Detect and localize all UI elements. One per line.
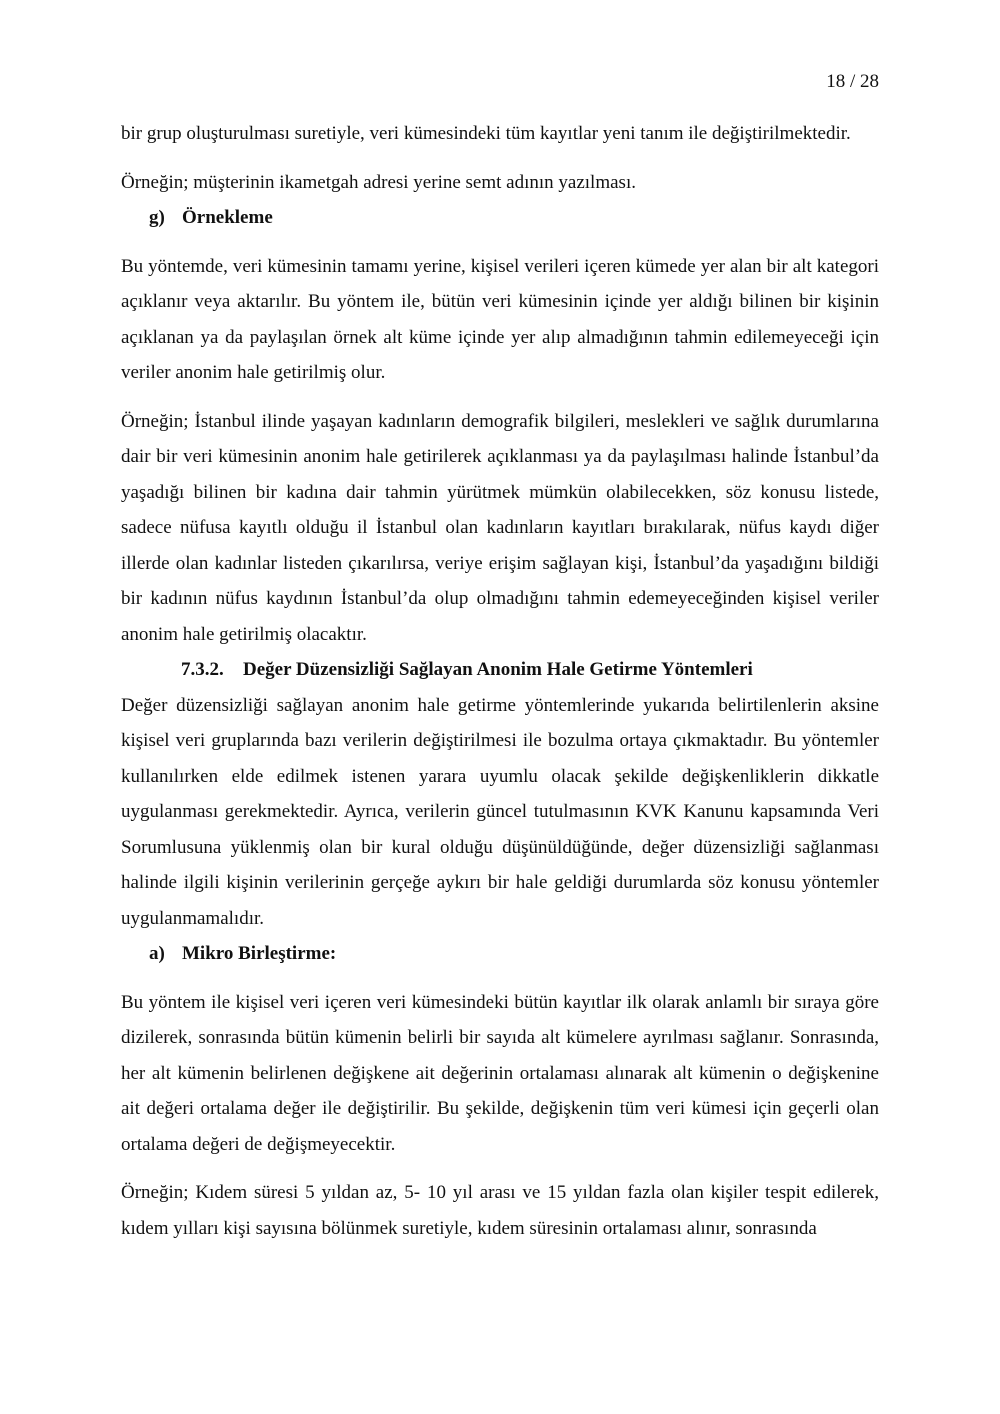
section-heading-label: a) bbox=[149, 943, 165, 964]
paragraph-sampling-description: Bu yöntemde, veri kümesinin tamamı yerine, kişisel verileri içeren kümede yer alan bir alt kategori açıklanır veya aktarılır. Bu yöntem ile, bütün veri kümesinin içinde yer aldığı bilinen bir kişinin açıklanan ya da paylaşılan örnek alt küme içinde yer alıp almadığının tahmin edilemeyeceği için veriler anonim hale getirilmiş olur. bbox=[121, 255, 879, 383]
page-number: 18 / 28 bbox=[826, 71, 879, 92]
paragraph-micro-aggregation-example: Örneğin; Kıdem süresi 5 yıldan az, 5- 10 yıl arası ve 15 yıldan fazla olan kişiler tespit edilerek, kıdem yılları kişi sayısına bölünmek suretiyle, kıdem süresinin ortalaması alınır, sonrasında bbox=[121, 1182, 879, 1239]
section-heading-title: Mikro Birleştirme: bbox=[182, 943, 337, 964]
paragraph-sampling-example: Örneğin; İstanbul ilinde yaşayan kadınların demografik bilgileri, meslekleri ve sağlık durumlarına dair bir veri kümesinin anonim hale getirilerek açıklanması ya da paylaşılması halinde İstanbul’da yaşadığı bilinen bir kadına dair tahmin yürütmek mümkün olabilecekken, söz konusu listede, sadece nüfusa kayıtlı olduğu il İstanbul olan kadınların kayıtları bırakılarak, nüfus kaydı diğer illerde olan kadınlar listeden çıkarılırsa, veriye erişim sağlayan kişi, İstanbul’da yaşadığını bildiği bir kadının nüfus kaydının İstanbul’da olup olmadığını tahmin edemeyeceğinden kişisel veriler anonim hale getirilmiş olacaktır. bbox=[121, 410, 879, 645]
section-heading-micro-aggregation bbox=[121, 936, 879, 972]
section-heading-title: Örnekleme bbox=[182, 207, 273, 228]
paragraph-continuation: bir grup oluşturulması suretiyle, veri kümesindeki tüm kayıtlar yeni tanım ile değiştirilmektedir. bbox=[121, 123, 851, 144]
section-heading-label: g) bbox=[149, 207, 165, 228]
section-heading-number: 7.3.2. bbox=[181, 659, 224, 680]
paragraph-micro-aggregation-description: Bu yöntem ile kişisel veri içeren veri kümesindeki bütün kayıtlar ilk olarak anlamlı bir sıraya göre dizilerek, sonrasında bütün kümenin belirli bir sayıda alt kümelere ayrılması sağlanır. Sonrasında, her alt kümenin belirlenen değişkene ait değerinin ortalaması alınarak alt kümenin o değişkenine ait değeri ortalama değer ile değiştirilir. Bu şekilde, değişkenin tüm veri kümesi için geçerli olan ortalama değeri de değişmeyecektir. bbox=[121, 991, 879, 1155]
paragraph-value-irregularity: Değer düzensizliği sağlayan anonim hale getirme yöntemlerinde yukarıda belirtilenlerin aksine kişisel veri gruplarında bazı verilerin değiştirilmesi ile bozulma ortaya çıkmaktadır. Bu yöntemler kullanılırken elde edilmek istenen yarara uyumlu olacak şekilde değişkenliklerin dikkatle uygulanması gerekmektedir. Ayrıca, verilerin güncel tutulmasının KVK Kanunu kapsamında Veri Sorumlusuna yüklenmiş olan bir kural olduğu düşünüldüğünde, değer düzensizliği sağlanması halinde ilgili kişinin verilerinin gerçeğe aykırı bir hale geldiği durumlarda söz konusu yöntemler uygulanmamalıdır. bbox=[121, 694, 879, 929]
section-heading-7-3-2 bbox=[121, 652, 879, 688]
paragraph-example-district: Örneğin; müşterinin ikametgah adresi yerine semt adının yazılması. bbox=[121, 171, 636, 193]
section-heading-title: Değer Düzensizliği Sağlayan Anonim Hale Getirme Yöntemleri bbox=[243, 659, 753, 680]
section-heading-sampling bbox=[121, 200, 879, 236]
document-body bbox=[121, 116, 879, 1246]
